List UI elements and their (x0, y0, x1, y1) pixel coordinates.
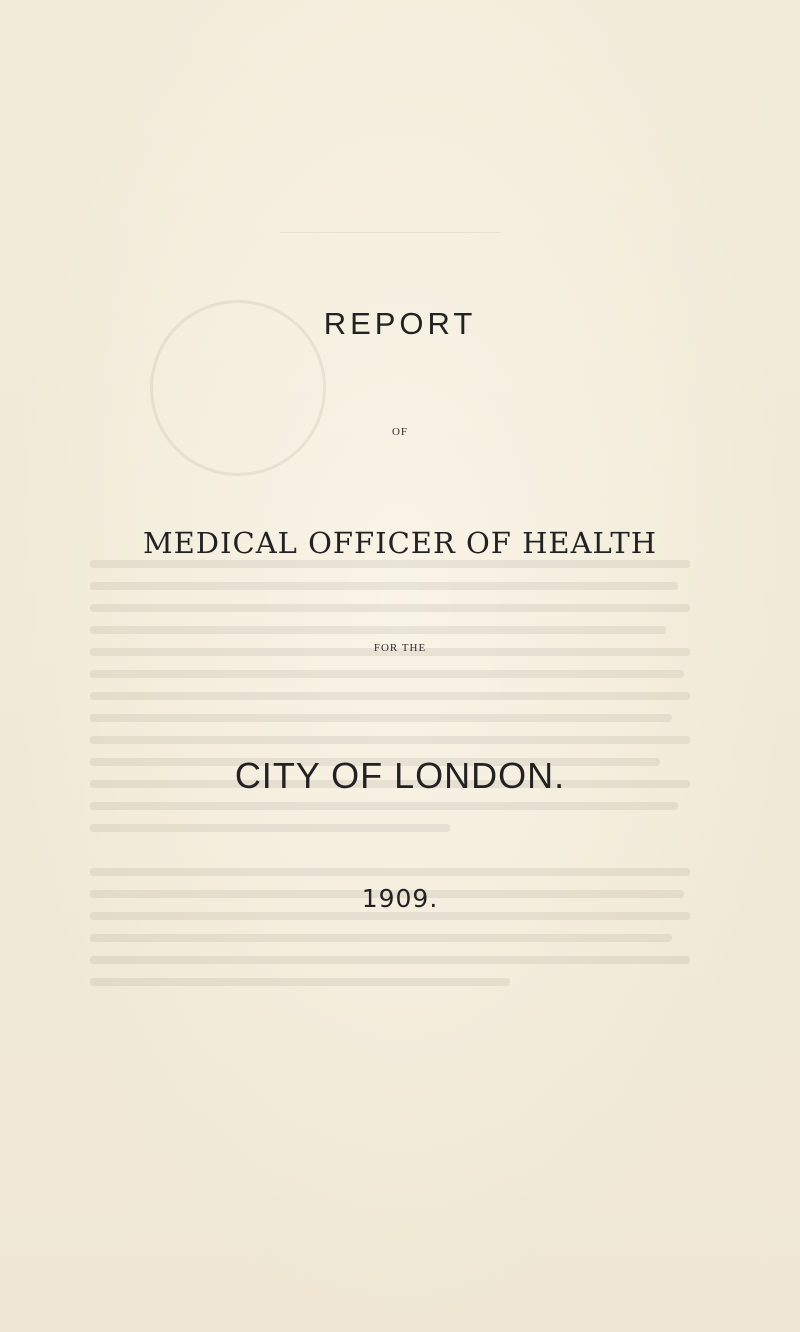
connector-for-the: FOR THE (373, 642, 427, 654)
place-title: CITY OF LONDON. (234, 755, 566, 796)
officer-title: MEDICAL OFFICER OF HEALTH (142, 526, 658, 560)
bleed-rule (280, 232, 500, 233)
report-year: 1909. (361, 884, 439, 913)
connector-of: OF (391, 426, 409, 438)
report-heading: REPORT (323, 306, 477, 341)
